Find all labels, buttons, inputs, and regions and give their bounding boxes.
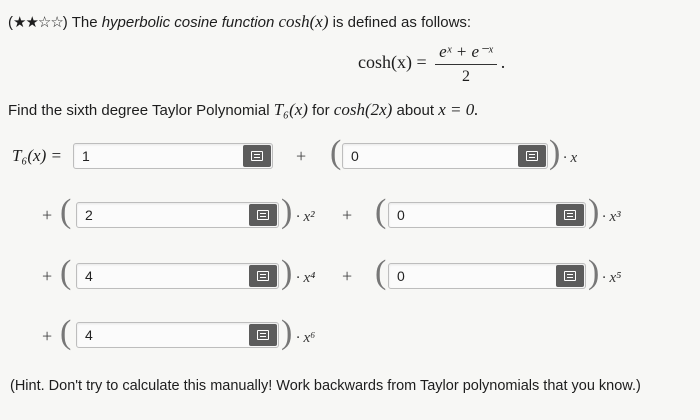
coefficient-input-0[interactable]: 1 (73, 143, 273, 169)
keyboard-icon[interactable] (518, 145, 546, 167)
polynomial-lhs: T₆(x) = (12, 146, 62, 165)
open-paren: ( (375, 193, 387, 230)
plus-sign: + (42, 326, 53, 346)
function-name: cosh(x) (278, 12, 329, 31)
open-paren: ( (60, 193, 72, 230)
close-paren: ) (281, 193, 293, 230)
power-term: · x² (296, 209, 315, 225)
plus-sign: + (296, 146, 307, 166)
open-paren: ( (330, 134, 342, 171)
coefficient-input-4[interactable]: 4 (76, 263, 279, 289)
difficulty-stars: ★★☆☆ (13, 14, 63, 31)
plus-sign: + (42, 266, 53, 286)
question-text: Find the sixth degree Taylor Polynomial T₆(x) for cosh(2x) about x = 0. (8, 100, 479, 119)
coefficient-input-1[interactable]: 0 (342, 143, 548, 169)
power-term: · x⁴ (296, 270, 316, 286)
keyboard-icon[interactable] (249, 324, 277, 346)
power-term: · x (563, 150, 578, 166)
fraction: $\frac{\text{eˣ + e⁻ˣ}}{2}$ (435, 42, 497, 86)
close-paren: ) (281, 254, 293, 291)
close-paren: ) (549, 134, 561, 171)
keyboard-icon[interactable] (249, 204, 277, 226)
plus-sign: + (42, 205, 53, 225)
power-term: · x³ (602, 209, 621, 225)
keyboard-icon[interactable] (243, 145, 271, 167)
coefficient-input-3[interactable]: 0 (388, 202, 586, 228)
hint-text: (Hint. Don't try to calculate this manually! Work backwards from Taylor polynomials that you know.) (10, 378, 641, 394)
close-paren: ) (281, 314, 293, 351)
close-paren: ) (588, 254, 600, 291)
coefficient-input-6[interactable]: 4 (76, 322, 279, 348)
power-term: · x⁶ (296, 330, 316, 346)
close-paren: ) (588, 193, 600, 230)
term-emphasis: hyperbolic cosine function (101, 14, 275, 31)
plus-sign: + (342, 205, 353, 225)
open-paren: ( (60, 314, 72, 351)
keyboard-icon[interactable] (249, 265, 277, 287)
keyboard-icon[interactable] (556, 265, 584, 287)
coefficient-input-5[interactable]: 0 (388, 263, 586, 289)
plus-sign: + (342, 266, 353, 286)
power-term: · x⁵ (602, 270, 622, 286)
keyboard-icon[interactable] (556, 204, 584, 226)
open-paren: ( (375, 254, 387, 291)
question-intro: (★★☆☆) The hyperbolic cosine function cosh(x) is defined as follows: (8, 12, 472, 31)
cosh-definition: cosh(x) = $\frac{\text{eˣ + e⁻ˣ}}{2}$ . (358, 42, 506, 85)
coefficient-input-2[interactable]: 2 (76, 202, 279, 228)
open-paren: ( (60, 254, 72, 291)
